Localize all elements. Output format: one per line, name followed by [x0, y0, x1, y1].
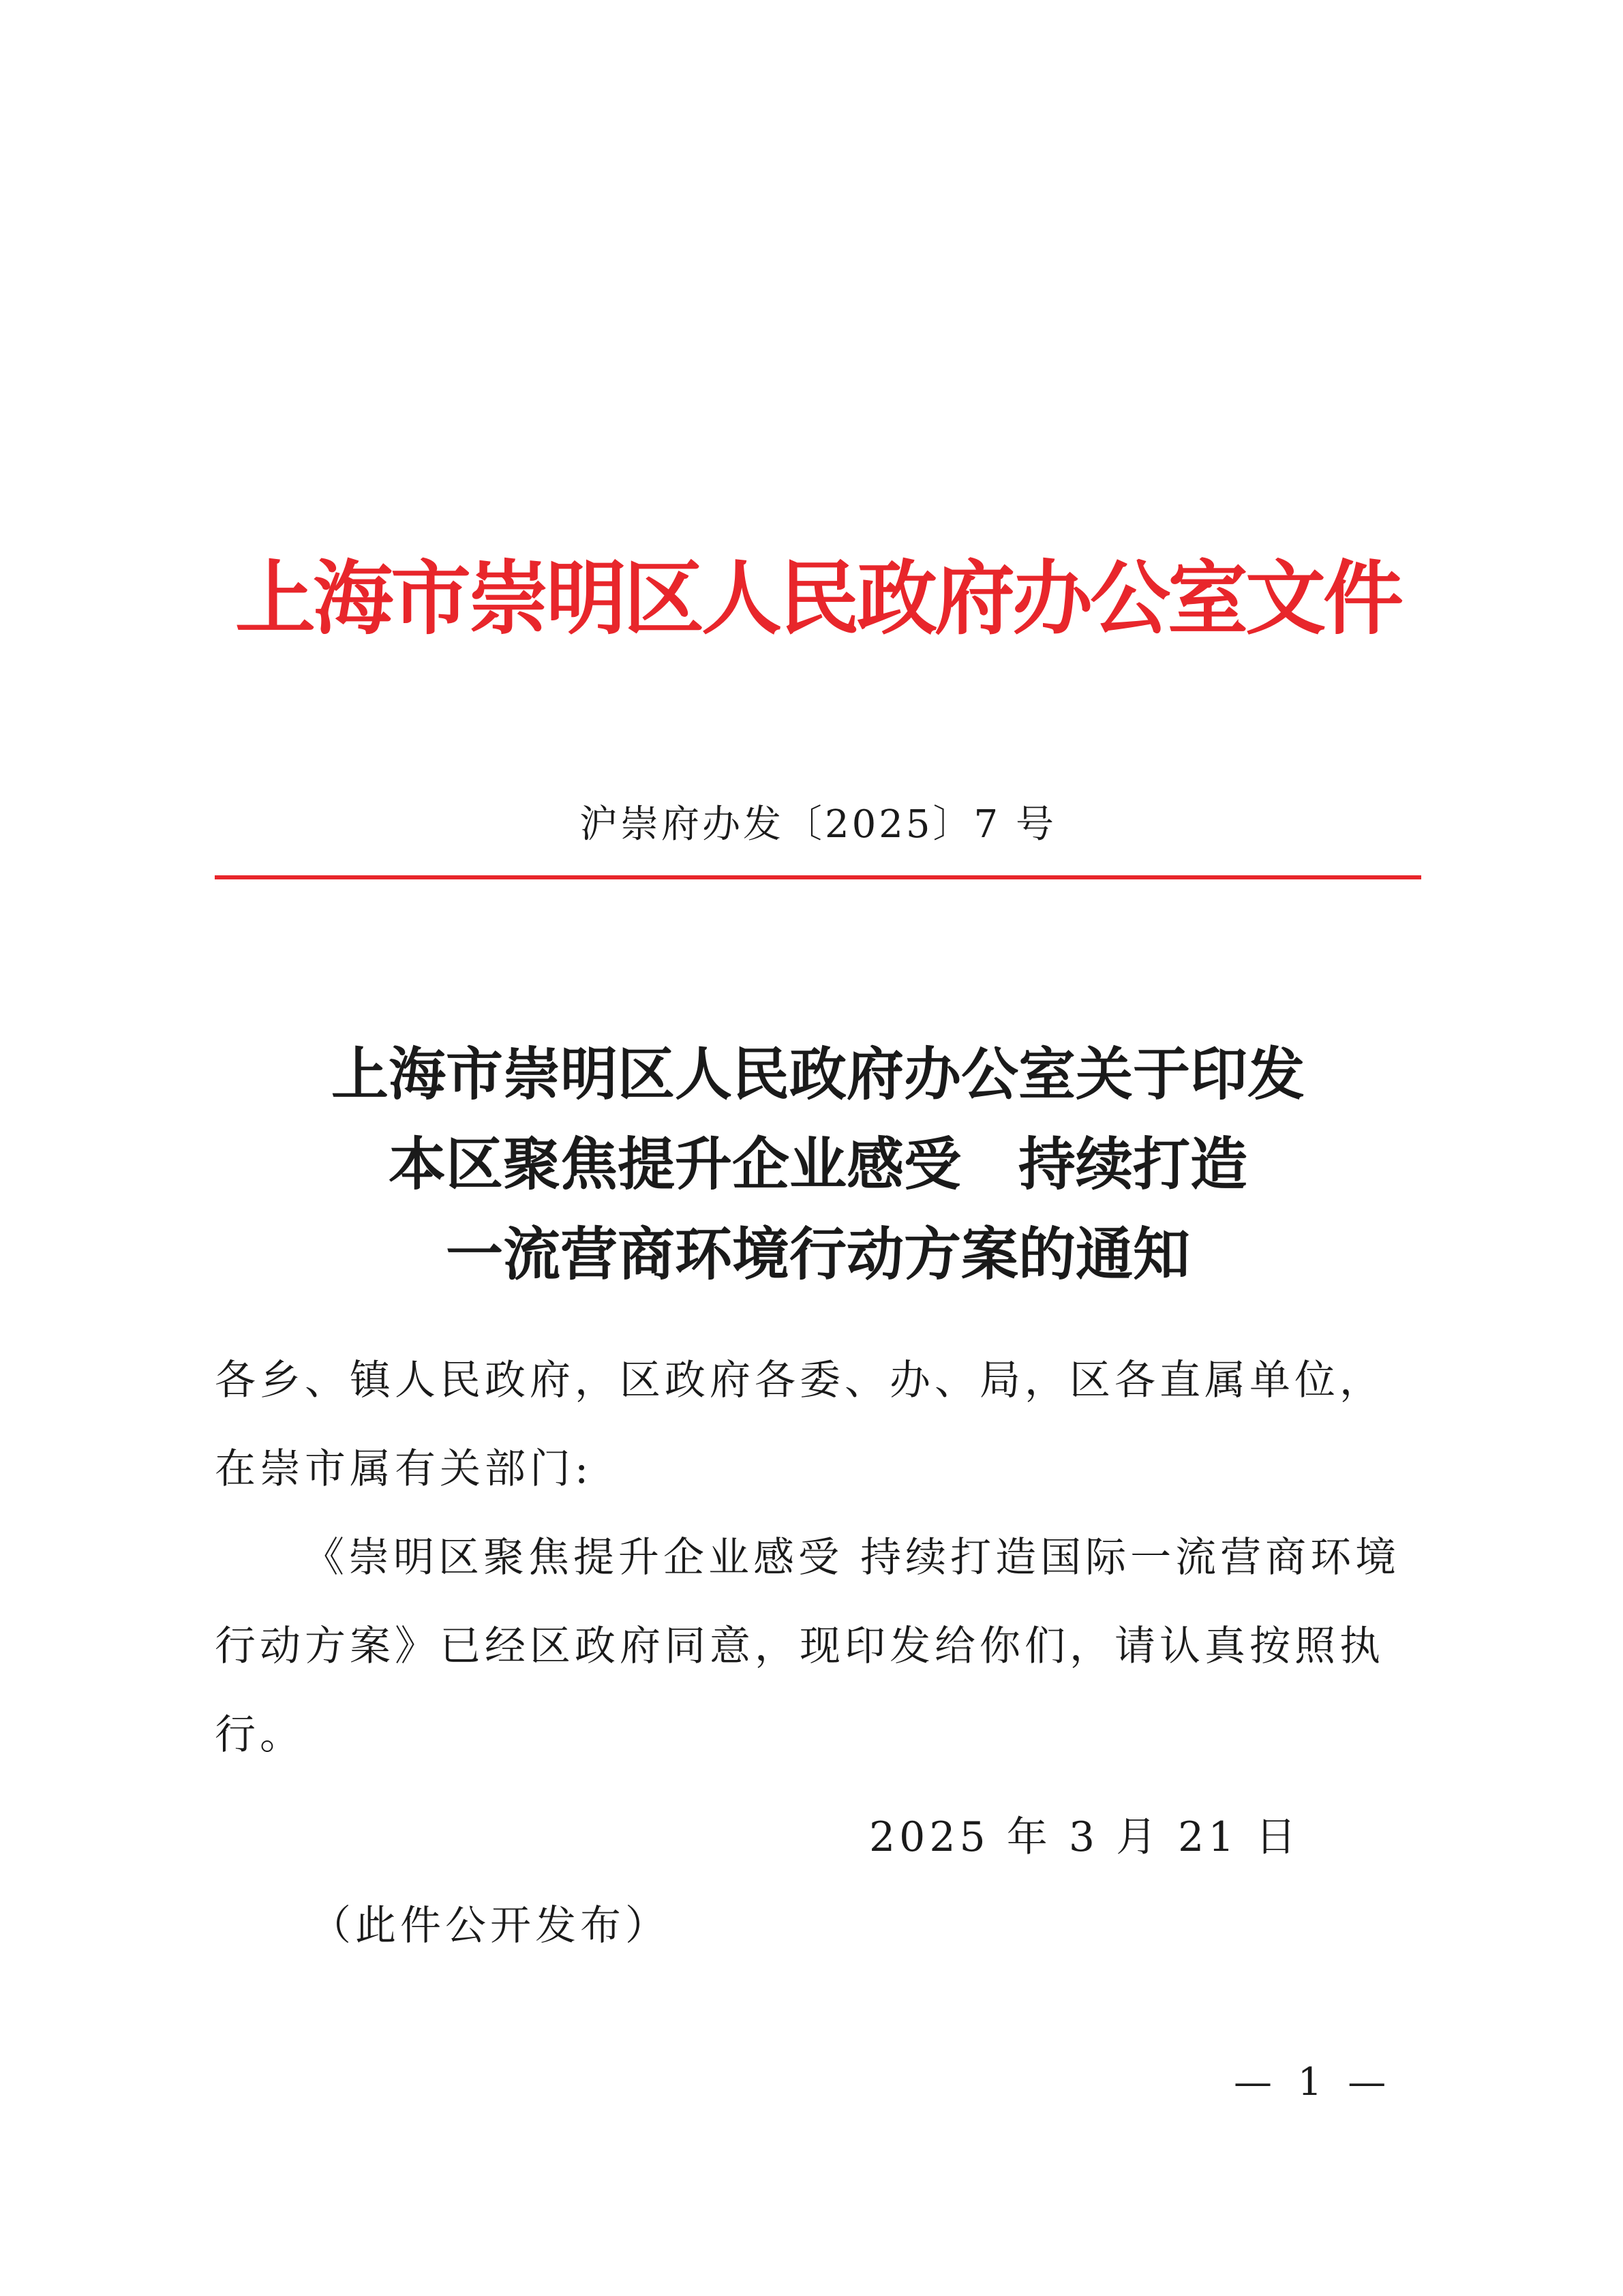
page-number: — 1 —: [1234, 2060, 1393, 2104]
publication-note: （此件公开发布）: [310, 1902, 670, 1950]
body-paragraph: 《崇明区聚焦提升企业感受 持续打造国际一流营商环境行动方案》已经区政府同意，现印发给你们，请认真按照执行。: [215, 1534, 1401, 1759]
title-line-1: 上海市崇明区人民政府办公室关于印发: [331, 1040, 1305, 1108]
red-divider-line: [215, 875, 1421, 879]
addressee-text: 各乡、镇人民政府，区政府各委、办、局，区各直属单位，在崇市属有关部门:: [215, 1357, 1384, 1493]
title-line-3: 一流营商环境行动方案的通知: [445, 1220, 1190, 1288]
issue-date: 2025 年 3 月 21 日: [869, 1813, 1301, 1861]
document-masthead: 上海市崇明区人民政府办公室文件: [234, 551, 1401, 646]
document-number: 沪崇府办发〔2025〕7 号: [579, 802, 1057, 847]
document-title: [215, 1029, 1421, 1299]
title-line-2: 本区聚焦提升企业感受 持续打造: [388, 1130, 1247, 1198]
